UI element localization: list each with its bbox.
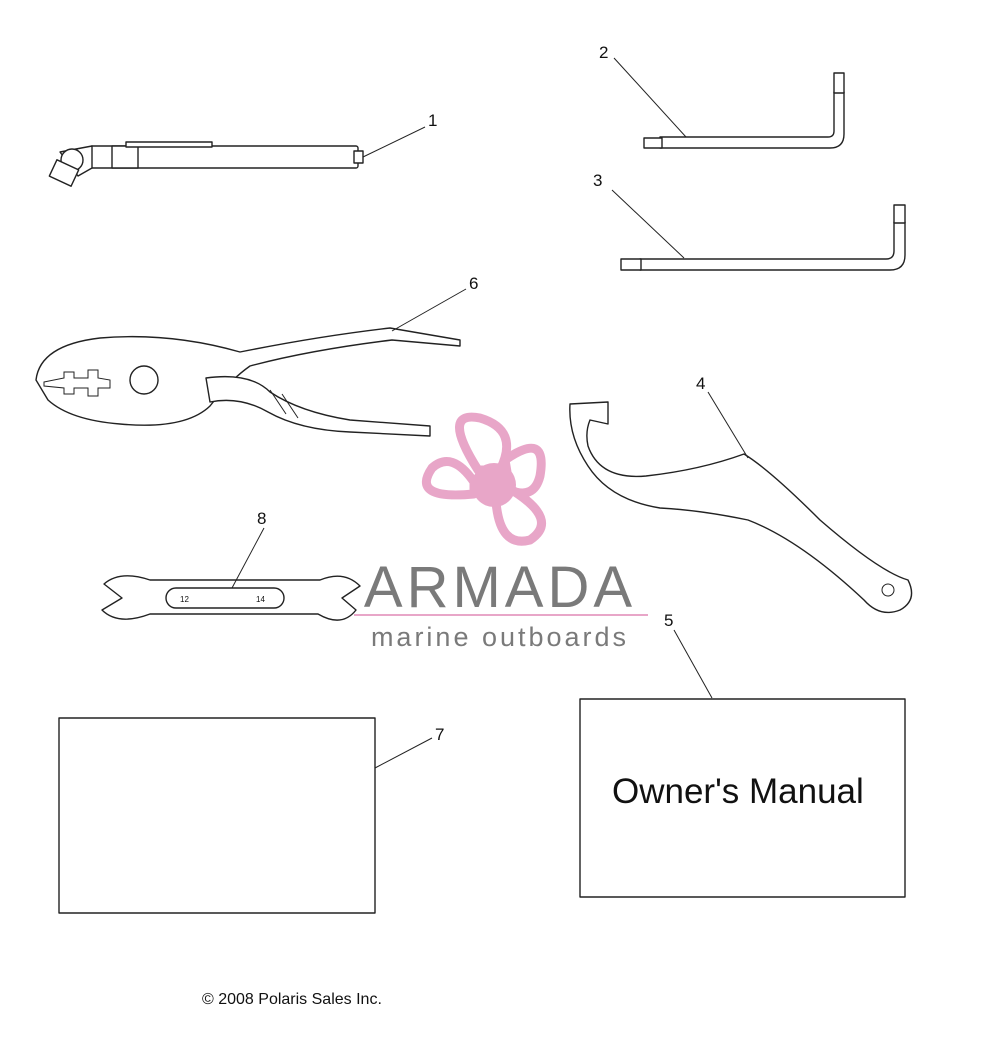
leader-line-1 [363, 127, 425, 157]
armada-brand-wordmark: ARMADA [363, 555, 637, 620]
leader-line-8 [232, 528, 264, 588]
propeller-logo-icon [426, 417, 541, 541]
callout-1: 1 [428, 111, 438, 130]
part-8-open-end-wrench [102, 576, 360, 620]
part-7-blank-card [59, 718, 375, 913]
part-2-hex-key-short [644, 73, 844, 148]
leader-line-2 [614, 58, 686, 137]
callout-3: 3 [593, 171, 603, 190]
leader-line-3 [612, 190, 684, 258]
leader-line-5 [674, 630, 712, 698]
part-6-pliers [36, 328, 460, 436]
callout-8: 8 [257, 509, 267, 528]
callout-2: 2 [599, 43, 609, 62]
callout-7: 7 [435, 725, 445, 744]
callout-5: 5 [664, 611, 674, 630]
callout-6: 6 [469, 274, 479, 293]
part-3-hex-key-long [621, 205, 905, 270]
copyright-notice: © 2008 Polaris Sales Inc. [202, 991, 382, 1008]
wrench-size-12: 12 [180, 595, 189, 604]
leader-line-4 [708, 392, 748, 458]
armada-tagline: marine outboards [370, 622, 630, 652]
leader-line-7 [375, 738, 432, 768]
owners-manual-label: Owner's Manual [612, 772, 864, 811]
callout-4: 4 [696, 374, 706, 393]
leader-line-6 [392, 289, 466, 331]
wrench-size-14: 14 [256, 595, 265, 604]
part-1-spark-plug-tool [49, 142, 363, 186]
